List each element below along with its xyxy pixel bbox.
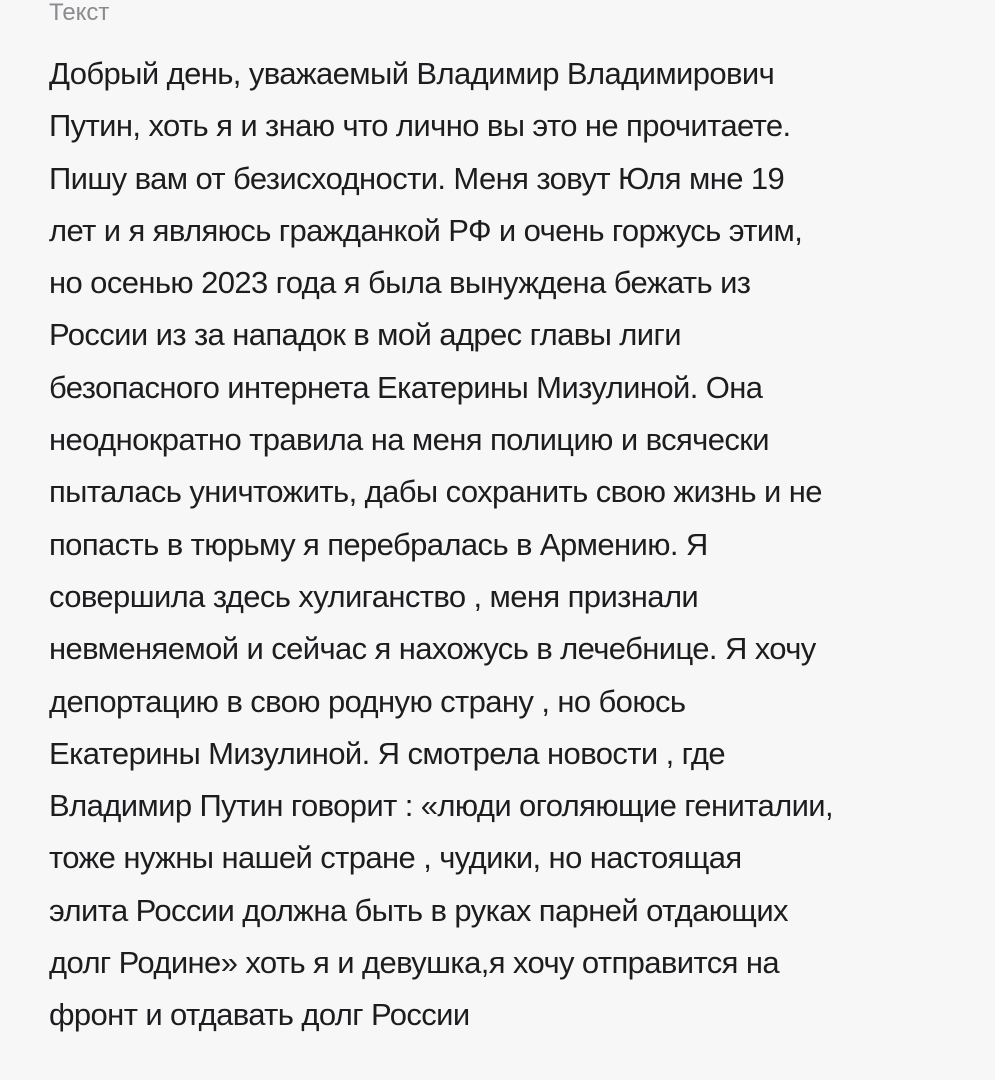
text-line: пыталась уничтожить, дабы сохранить свою жизнь и не [49,474,822,510]
text-line: России из за нападок в мой адрес главы лиги [49,317,681,353]
text-line: но осенью 2023 года я была вынуждена бежать из [49,265,751,301]
text-line: Добрый день, уважаемый Владимир Владимирович [49,56,775,91]
text-line: долг Родине» хоть я и девушка,я хочу отправится на [49,945,780,981]
text-line: Путин, хоть я и знаю что лично вы это не прочитаете. [49,108,791,144]
text-line: безопасного интернета Екатерины Мизулиной. Она [49,369,763,405]
text-line: неоднократно травила на меня полицию и всячески [49,422,769,458]
text-line: попасть в тюрьму я перебралась в Армению. Я [49,526,708,562]
text-line: невменяемой и сейчас я нахожусь в лечебнице. Я хочу [49,631,816,667]
text-line: Владимир Путин говорит : «люди оголяющие гениталии, [49,788,834,824]
field-label: Текст [49,0,110,26]
text-line: депортацию в свою родную страну , но боюсь [49,683,686,719]
text-line: элита России должна быть в руках парней отдающих [49,892,788,928]
text-line: тоже нужны нашей стране , чудики, но настоящая [49,840,742,876]
field-text[interactable] [49,48,833,1042]
text-line: Пишу вам от безисходности. Меня зовут Юля мне 19 [49,160,785,196]
text-line: Екатерины Мизулиной. Я смотрела новости , где [49,735,726,771]
text-line: совершила здесь хулиганство , меня признали [49,578,699,614]
text-line: лет и я являюсь гражданкой РФ и очень горжусь этим, [49,212,803,248]
text-line: фронт и отдавать долг России [49,997,470,1033]
